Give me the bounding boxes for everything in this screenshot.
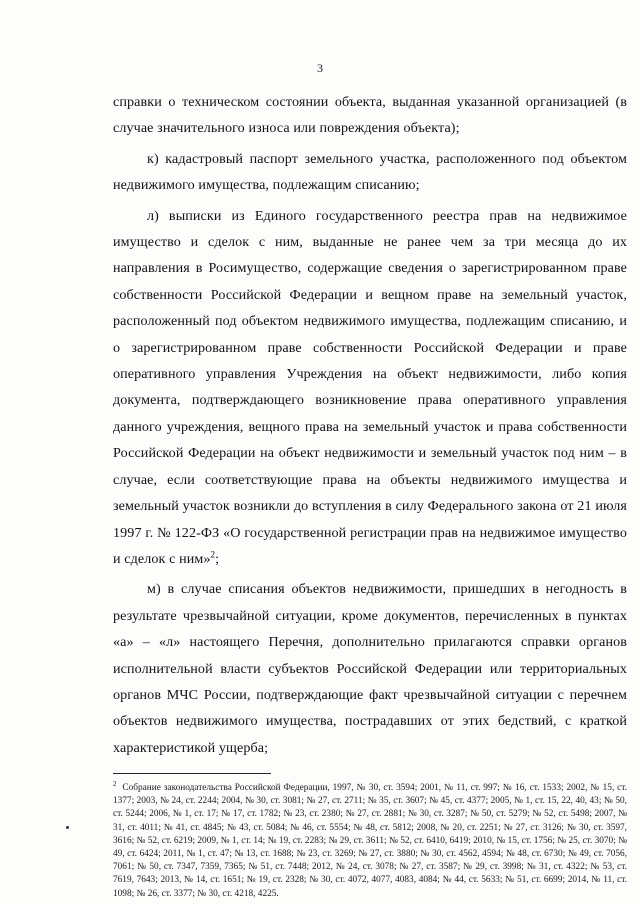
footnote-text: Собрание законодательства Российской Федерации, 1997, № 30, ст. 3594; 2001, № 11, ст. 997; № 16, ст. 1533; 2002, № 15, ст. 1377; 2003, № 24, ст. 2244; 2004, № 30, ст. 3081; № 27, ст. 2711; № 35, ст. 3607; № 45, ст. 4377; 2005, № 1, ст. 15, 22, 40, 43; № 50, ст. 5244; 2006, № 1, ст. 17; № 17, ст. 1782; № 23, ст. 2380; № 27, ст. 2881; № 30, ст. 3287; № 50, ст. 5279; № 52, ст. 5498; 2007, № 31, ст. 4011; № 41, ст. 4845; № 43, ст. 5084; № 46, ст. 5554; № 48, ст. 5812; 2008, № 20, ст. 2251; № 27, ст. 3126; № 30, ст. 3597, 3616; № 52, ст. 6219; 2009, № 1, ст. 14; № 19, ст. 2283; № 29, ст. 3611; № 52, ст. 6410, 6419; 2010, № 15, ст. 1756; № 25, ст. 3070; № 49, ст. 6424; 2011, № 1, ст. 47; № 13, ст. 1688; № 23, ст. 3269; № 27, ст. 3880; № 30, ст. 4562, 4594; № 48, ст. 6730; № 49, ст. 7056, 7061; № 50, ст. 7347, 7359, 7365; № 51, ст. 7448; 2012, № 24, ст. 3078; № 27, ст. 3587; № 29, ст. 3998; № 31, ст. 4322; № 53, ст. 7619, 7643; 2013, № 14, ст. 1651; № 19, ст. 2328; № 30, ст. 4072, 4077, 4083, 4084; № 44, ст. 5633; № 51, ст. 6699; 2014, № 11, ст. 1098; № 26, ст. 3377; № 30, ст. 4218, 4225. bbox=[113, 783, 627, 899]
paragraph-l-text: л) выписки из Единого государственного реестра прав на недвижимое имущество и сделок с ним, выданные не ранее чем за три месяца до их направления в Росимущество, содержащие сведения о зарегистрированном праве собственности Российской Федерации и вещном праве на земельный участок, расположенный под объектом недвижимого имущества, подлежащим списанию, и о зарегистрированном праве собственности Российской Федерации и праве оперативного управления Учреждения на объект недвижимости, либо копия документа, подтверждающего возникновение права оперативного управления данного учреждения, вещного права на земельный участок и права собственности Российской Федерации на объект недвижимости и земельный участок под ним – в случае, если соответствующие права на объекты недвижимого имущества и земельный участок возникли до вступления в силу Федерального закона от 21 июля 1997 г. № 122-ФЗ «О государственной регистрации прав на недвижимое имущество и сделок с ним» bbox=[113, 207, 627, 567]
paragraph-continuation: справки о техническом состоянии объекта, выданная указанной организацией (в случае значительного износа или повреждения объекта); bbox=[113, 94, 627, 137]
paragraph-m: м) в случае списания объектов недвижимости, пришедших в негодность в результате чрезвычайной ситуации, кроме документов, перечисленных в пунктах «а» – «л» настоящего Перечня, дополнительно прилагаются справки органов исполнительной власти субъектов Российской Федерации или территориальных органов МЧС России, подтверждающие факт чрезвычайной ситуации с перечнем объектов недвижимого имущества, пострадавших от этих бедствий, с краткой характеристикой ущерба; bbox=[113, 581, 627, 756]
paragraph-l-end: ; bbox=[215, 550, 220, 567]
footnote bbox=[113, 779, 627, 901]
paragraph-l bbox=[113, 203, 627, 573]
margin-mark bbox=[66, 826, 69, 829]
page-number: 3 bbox=[317, 61, 323, 75]
footnote-separator bbox=[113, 773, 271, 774]
paragraph-k: к) кадастровый паспорт земельного участка, расположенного под объектом недвижимого имущества, подлежащим списанию; bbox=[113, 150, 627, 194]
footnote-mark: 2 bbox=[113, 779, 117, 788]
footnote-reference: 2 bbox=[210, 549, 216, 560]
document-body bbox=[113, 89, 627, 761]
